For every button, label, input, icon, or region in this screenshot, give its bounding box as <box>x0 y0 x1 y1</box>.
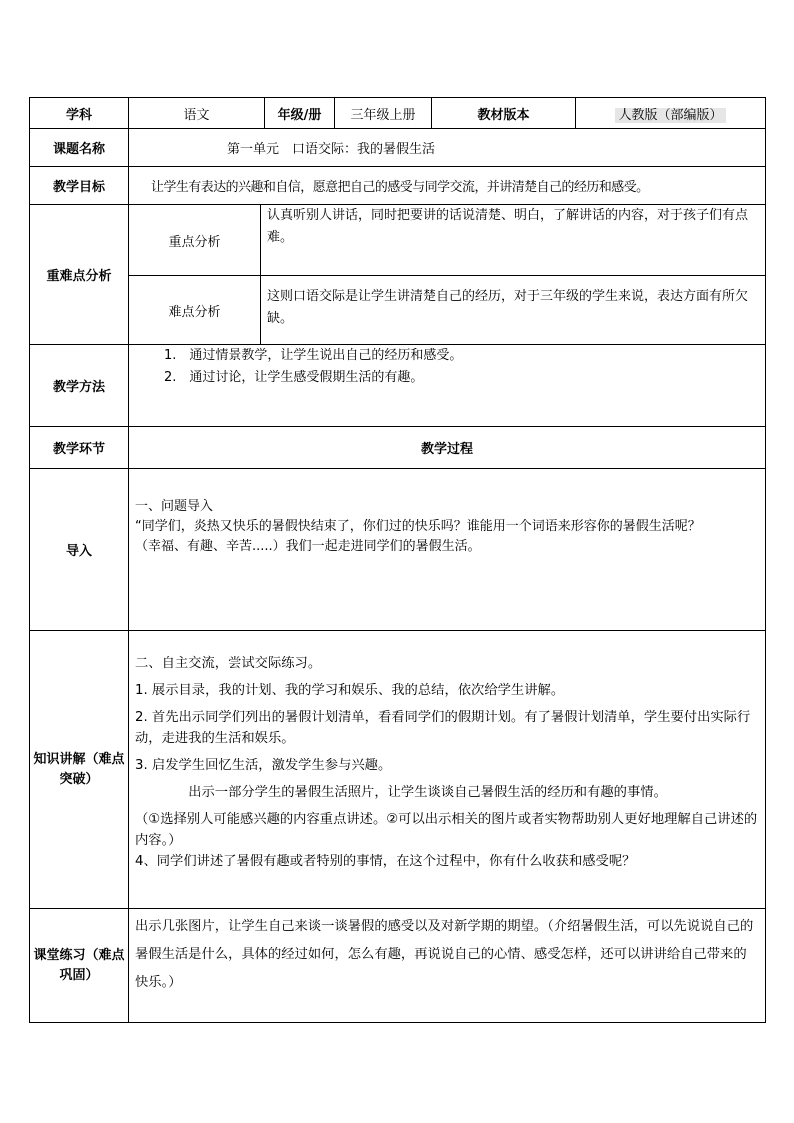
goal-text: 让学生有表达的兴趣和自信，愿意把自己的感受与同学交流，并讲清楚自己的经历和感受。 <box>129 167 766 205</box>
practice-label: 课堂练习（难点巩固） <box>30 909 129 1023</box>
method-label: 教学方法 <box>30 345 129 427</box>
practice-text: 出示几张图片，让学生自己来谈一谈暑假的感受以及对新学期的期望。（介绍暑假生活，可以先说说自己的暑假生活是什么，具体的经过如何，怎么有趣，再说说自己的心情、感受怎样，还可以讲讲给自己带来的快乐。） <box>129 909 766 1023</box>
intro-question: “同学们，炎热又快乐的暑假快结束了，你们过的快乐吗？谁能用一个词语来形容你的暑假生活呢？ <box>135 519 701 534</box>
lesson-plan-sheet <box>29 97 765 1023</box>
analysis-inner-table <box>129 205 765 344</box>
intro-content <box>129 469 766 631</box>
difficult-point-label: 难点分析 <box>129 276 261 345</box>
goal-row <box>30 167 766 205</box>
intro-label: 导入 <box>30 469 129 631</box>
knowledge-step: 2. 首先出示同学们列出的暑假计划清单，看看同学们的假期计划。有了暑假计划清单，学生要付出实际行动，走进我的生活和娱乐。 <box>135 710 751 746</box>
lesson-plan-table <box>29 97 766 1023</box>
edition-value: 人教版（部编版） <box>615 108 725 123</box>
knowledge-step: 4、同学们讲述了暑假有趣或者特别的事情，在这个过程中，你有什么收获和感受呢？ <box>135 854 636 869</box>
knowledge-label: 知识讲解（难点突破） <box>30 631 129 909</box>
method-item: 2. 通过讨论，让学生感受假期生活的有趣。 <box>164 370 424 385</box>
grade-value: 三年级上册 <box>335 98 432 129</box>
process-header: 教学过程 <box>129 427 766 469</box>
subject-value: 语文 <box>129 98 265 129</box>
analysis-cell <box>129 205 766 345</box>
subject-label: 学科 <box>30 98 129 129</box>
lesson-title-row <box>30 129 766 167</box>
grade-label: 年级/册 <box>265 98 335 129</box>
key-point-row <box>129 205 765 276</box>
header-row <box>30 98 766 129</box>
knowledge-content <box>129 631 766 909</box>
lesson-title-value: 第一单元 口语交际：我的暑假生活 <box>129 129 766 167</box>
edition-label: 教材版本 <box>432 98 576 129</box>
stage-header: 教学环节 <box>30 427 129 469</box>
knowledge-step: 3. 启发学生回忆生活，激发学生参与兴趣。 <box>135 758 392 773</box>
method-item: 1. 通过情景教学，让学生说出自己的经历和感受。 <box>164 348 463 363</box>
analysis-row <box>30 205 766 345</box>
knowledge-step: 1. 展示目录，我的计划、我的学习和娱乐、我的总结，依次给学生讲解。 <box>135 683 565 698</box>
knowledge-note: （①选择别人可能感兴趣的内容重点讲述。②可以出示相关的图片或者实物帮助别人更好地理解自己讲述的内容。） <box>135 812 758 848</box>
key-point-text: 认真听别人讲话，同时把要讲的话说清楚、明白，了解讲话的内容，对于孩子们有点难。 <box>267 208 749 245</box>
lesson-title-label: 课题名称 <box>30 129 129 167</box>
edition-cell <box>576 98 766 129</box>
knowledge-step: 出示一部分学生的暑假生活照片，让学生谈谈自己暑假生活的经历和有趣的事情。 <box>188 785 667 800</box>
difficult-point-row <box>129 276 765 345</box>
analysis-label: 重难点分析 <box>30 205 129 345</box>
practice-row <box>30 909 766 1023</box>
intro-row <box>30 469 766 631</box>
knowledge-heading: 二、自主交流，尝试交际练习。 <box>135 656 322 671</box>
intro-answer: （幸福、有趣、辛苦.....）我们一起走进同学们的暑假生活。 <box>135 539 481 554</box>
process-header-row <box>30 427 766 469</box>
method-row <box>30 345 766 427</box>
knowledge-row <box>30 631 766 909</box>
goal-label: 教学目标 <box>30 167 129 205</box>
key-point-label: 重点分析 <box>129 205 261 276</box>
difficult-point-text: 这则口语交际是让学生讲清楚自己的经历，对于三年级的学生来说，表达方面有所欠缺。 <box>261 276 766 345</box>
method-list <box>129 345 766 427</box>
intro-heading: 一、问题导入 <box>135 499 214 514</box>
